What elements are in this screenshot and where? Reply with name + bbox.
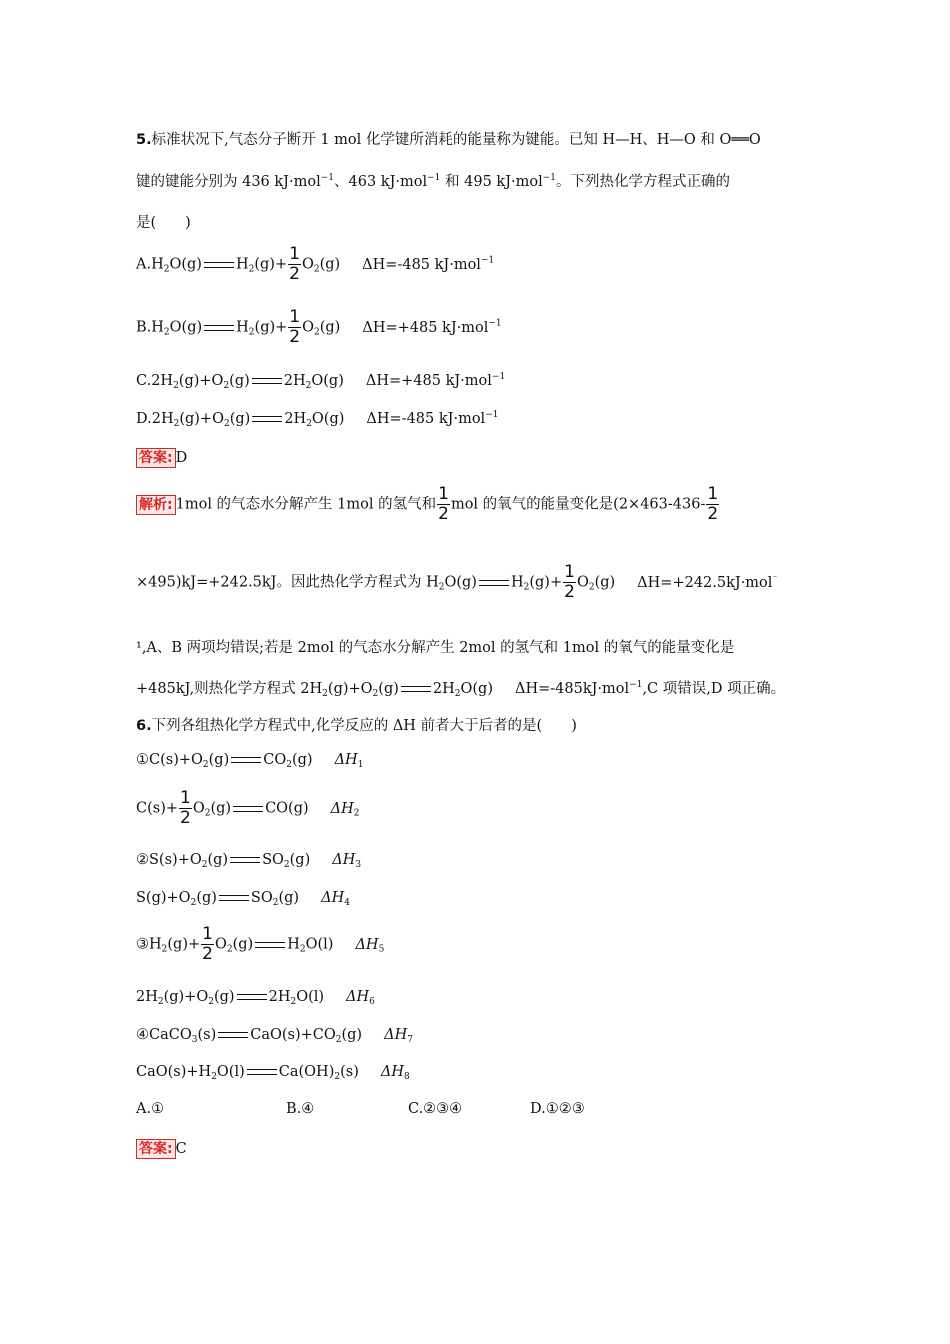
answer-label: 答案:	[136, 448, 176, 468]
equilibrium-sign	[237, 994, 267, 1000]
delta-h: ΔH	[380, 1064, 404, 1080]
q5-answer	[136, 448, 187, 468]
eq-lhs: S(g)+O	[136, 890, 191, 906]
equilibrium-sign	[247, 1069, 277, 1075]
subscript: 1	[357, 760, 364, 770]
superscript: −1	[491, 372, 506, 382]
q5-option-c[interactable]: $C.2H_2(g)+O_2(g)$ $2H_2O(g)$ ΔH=+485 kJ·mol$^{-1}$	[136, 372, 506, 391]
superscript: −1	[485, 410, 499, 420]
eq-lhs: ③H	[136, 936, 162, 953]
analysis-text: 1mol 的气态水分解产生 1mol 的氢气和	[175, 496, 437, 513]
q5-stem-line2	[136, 170, 730, 191]
fraction-half: $\frac{1}{2}$	[289, 244, 300, 284]
eq-rhs: SO	[250, 890, 273, 906]
option-letter: D.	[136, 411, 152, 427]
q6-eq-8: $CaO(s)+H_2O(l)$ $Ca(OH)_2(s)$ $\Delta H_8$	[136, 1064, 410, 1082]
answer-value: D	[175, 450, 188, 466]
q5-stem-text2c: 和 495 kJ·mol	[440, 174, 543, 190]
eq-rhs: Ca(OH)	[278, 1064, 335, 1080]
analysis-text: ,C 项错误,D 项正确。	[642, 681, 786, 697]
subscript: 2	[353, 808, 360, 819]
q5-stem-line3	[136, 211, 191, 232]
delta-h: ΔH	[332, 852, 356, 868]
q5-stem-text2a: 键的键能分别为 436 kJ·mol	[136, 174, 321, 190]
delta-h: ΔH	[330, 800, 354, 817]
eq-lhs: ②S(s)+O	[136, 852, 202, 868]
fraction-half: $\frac{1}{2}$	[707, 484, 719, 524]
eq-rhs: CO	[263, 752, 287, 768]
q6-option-a[interactable]: A.①	[136, 1101, 165, 1117]
q5-number: 5.	[136, 132, 152, 148]
superscript: −1	[320, 173, 334, 183]
delta-h: ΔH	[384, 1027, 408, 1043]
q6-option-d[interactable]: D.①②③	[530, 1101, 585, 1117]
q6-option-b[interactable]: B.④	[286, 1101, 315, 1117]
eq-lhs: ④CaCO	[136, 1027, 192, 1043]
q5-analysis-line2: ×495)kJ=+242.5kJ。因此热化学方程式为 $H_2O(g)$ $H_2(g)+$ $\frac{1}{2}$ $O_2(g)$ ΔH=+242.5kJ·mol⁻	[136, 562, 778, 602]
delta-h: ΔH	[346, 989, 370, 1005]
q6-eq-3: $②S(s)+O_2(g)$ $SO_2(g)$ $\Delta H_3$	[136, 852, 362, 870]
delta-h: ΔH	[321, 890, 345, 906]
delta-h: ΔH=-485 kJ·mol	[362, 256, 481, 273]
delta-h: ΔH	[355, 936, 379, 953]
answer-value: C	[175, 1141, 187, 1157]
superscript: −1	[488, 318, 502, 329]
delta-h: ΔH=-485 kJ·mol	[366, 411, 486, 427]
option-letter: C.	[136, 373, 152, 389]
eq-rhs: H	[287, 936, 300, 953]
eq-lhs: CaO(s)+H	[136, 1064, 212, 1080]
q5-analysis-line1	[136, 486, 720, 523]
equilibrium-sign	[233, 806, 263, 812]
subscript: 7	[407, 1035, 413, 1045]
fraction-half: $\frac{1}{2}$	[202, 924, 213, 964]
equilibrium-sign	[219, 895, 249, 901]
q5-stem-text1: 标准状况下,气态分子断开 1 mol 化学键所消耗的能量称为键能。已知 H—H、H—O 和 O══O	[151, 132, 761, 148]
analysis-label: 解析:	[136, 495, 176, 515]
superscript: ⁻	[772, 573, 778, 584]
subscript: 6	[369, 997, 375, 1007]
q5-stem-text3: 是( )	[136, 215, 191, 231]
equilibrium-sign	[252, 378, 282, 384]
eq-rhs: CaO(s)+CO	[250, 1027, 336, 1043]
subscript: 4	[344, 898, 350, 908]
equilibrium-sign	[255, 942, 285, 948]
delta-h: ΔH=+242.5kJ·mol	[637, 574, 773, 591]
subscript: 8	[403, 1072, 410, 1082]
eq-rhs: 2H	[268, 989, 291, 1005]
analysis-text: +485kJ,则热化学方程式 2H	[136, 681, 323, 697]
eq-rhs: SO	[262, 852, 284, 868]
q6-number: 6.	[136, 718, 152, 734]
q5-analysis-line4: +485kJ,则热化学方程式 $2H_2(g)+O_2(g)$ $2H_2O(g)$ ΔH=-485kJ·mol$^{-1}$,C 项错误,D 项正确。	[136, 680, 786, 699]
delta-h: ΔH=+485 kJ·mol	[362, 319, 489, 336]
eq-lhs: C(s)+	[136, 800, 178, 817]
equilibrium-sign	[204, 325, 234, 331]
delta-h: ΔH	[334, 752, 358, 768]
option-letter: A.	[136, 256, 152, 273]
subscript: 5	[378, 944, 385, 955]
delta-h: ΔH=+485 kJ·mol	[365, 373, 492, 389]
q6-eq-1: $①C(s)+O_2(g)$ $CO_2(g)$ $\Delta H_1$	[136, 752, 364, 770]
fraction-half: $\frac{1}{2}$	[564, 562, 575, 602]
equilibrium-sign	[401, 686, 431, 692]
q6-options	[136, 1101, 585, 1117]
answer-label: 答案:	[136, 1139, 176, 1159]
equilibrium-sign	[252, 416, 282, 422]
q5-option-a[interactable]: $A.H_2O(g)$ $H_2(g)+$ $\frac{1}{2}$ $O_2(g)$ ΔH=-485 kJ·mol$^{-1}$	[136, 244, 495, 284]
fraction-half: $\frac{1}{2}$	[438, 484, 449, 524]
q6-eq-2: C(s)+ $\frac{1}{2}$ $O_2(g)$ CO(g) $\Delta H_2$	[136, 788, 360, 828]
q6-stem-text: 下列各组热化学方程式中,化学反应的 ΔH 前者大于后者的是( )	[151, 718, 577, 734]
equilibrium-sign	[479, 580, 509, 586]
q5-stem-text2d: 。下列热化学方程式正确的	[556, 174, 731, 190]
analysis-text: ¹,A、B 两项均错误;若是 2mol 的气态水分解产生 2mol 的氢气和 1mol 的氧气的能量变化是	[136, 640, 735, 656]
q6-eq-5: $③H_2(g)+$ $\frac{1}{2}$ $O_2(g)$ $H_2O(l)$ $\Delta H_5$	[136, 924, 385, 964]
q6-eq-7: ④CaCO$_3$(s) $CaO(s)+CO_2(g)$ $\Delta H_7$	[136, 1027, 413, 1045]
fraction-half: $\frac{1}{2}$	[289, 307, 301, 347]
equilibrium-sign	[231, 757, 261, 763]
analysis-text: mol 的氧气的能量变化是(2×463-436-	[450, 496, 706, 513]
superscript: −1	[427, 173, 441, 183]
fraction-half: $\frac{1}{2}$	[180, 788, 191, 828]
q6-option-c[interactable]: C.②③④	[408, 1101, 463, 1117]
q6-eq-6: $2H_2(g)+O_2(g)$ $2H_2O(l)$ $\Delta H_6$	[136, 989, 375, 1007]
eq-rhs: CO(g)	[265, 800, 309, 817]
eq-lhs: 2H	[136, 989, 158, 1005]
q5-stem-line1	[136, 128, 761, 149]
equilibrium-sign	[230, 857, 260, 863]
q6-eq-4: $S(g)+O_2(g)$ $SO_2(g)$ $\Delta H_4$	[136, 890, 350, 908]
eq-lhs: ①C(s)+O	[136, 752, 203, 768]
q6-answer	[136, 1139, 187, 1159]
q5-option-b[interactable]: $B.H_2O(g)$ $H_2(g)+$ $\frac{1}{2}$ $O_2(g)$ ΔH=+485 kJ·mol$^{-1}$	[136, 307, 502, 347]
q5-option-d[interactable]: $D.2H_2(g)+O_2(g)$ $2H_2O(g)$ ΔH=-485 kJ·mol$^{-1}$	[136, 410, 499, 429]
delta-h: ΔH=-485kJ·mol	[514, 681, 630, 697]
superscript: −1	[542, 173, 557, 183]
option-letter: B.	[136, 319, 152, 336]
q6-stem	[136, 714, 577, 735]
q5-analysis-line3	[136, 636, 734, 657]
equilibrium-sign	[204, 262, 234, 268]
analysis-text: ×495)kJ=+242.5kJ。因此热化学方程式为 H	[136, 574, 439, 591]
equilibrium-sign	[218, 1032, 248, 1038]
superscript: −1	[629, 680, 643, 690]
q5-stem-text2b: 、463 kJ·mol	[334, 174, 428, 190]
subscript: 3	[355, 860, 362, 870]
superscript: −1	[480, 255, 495, 266]
